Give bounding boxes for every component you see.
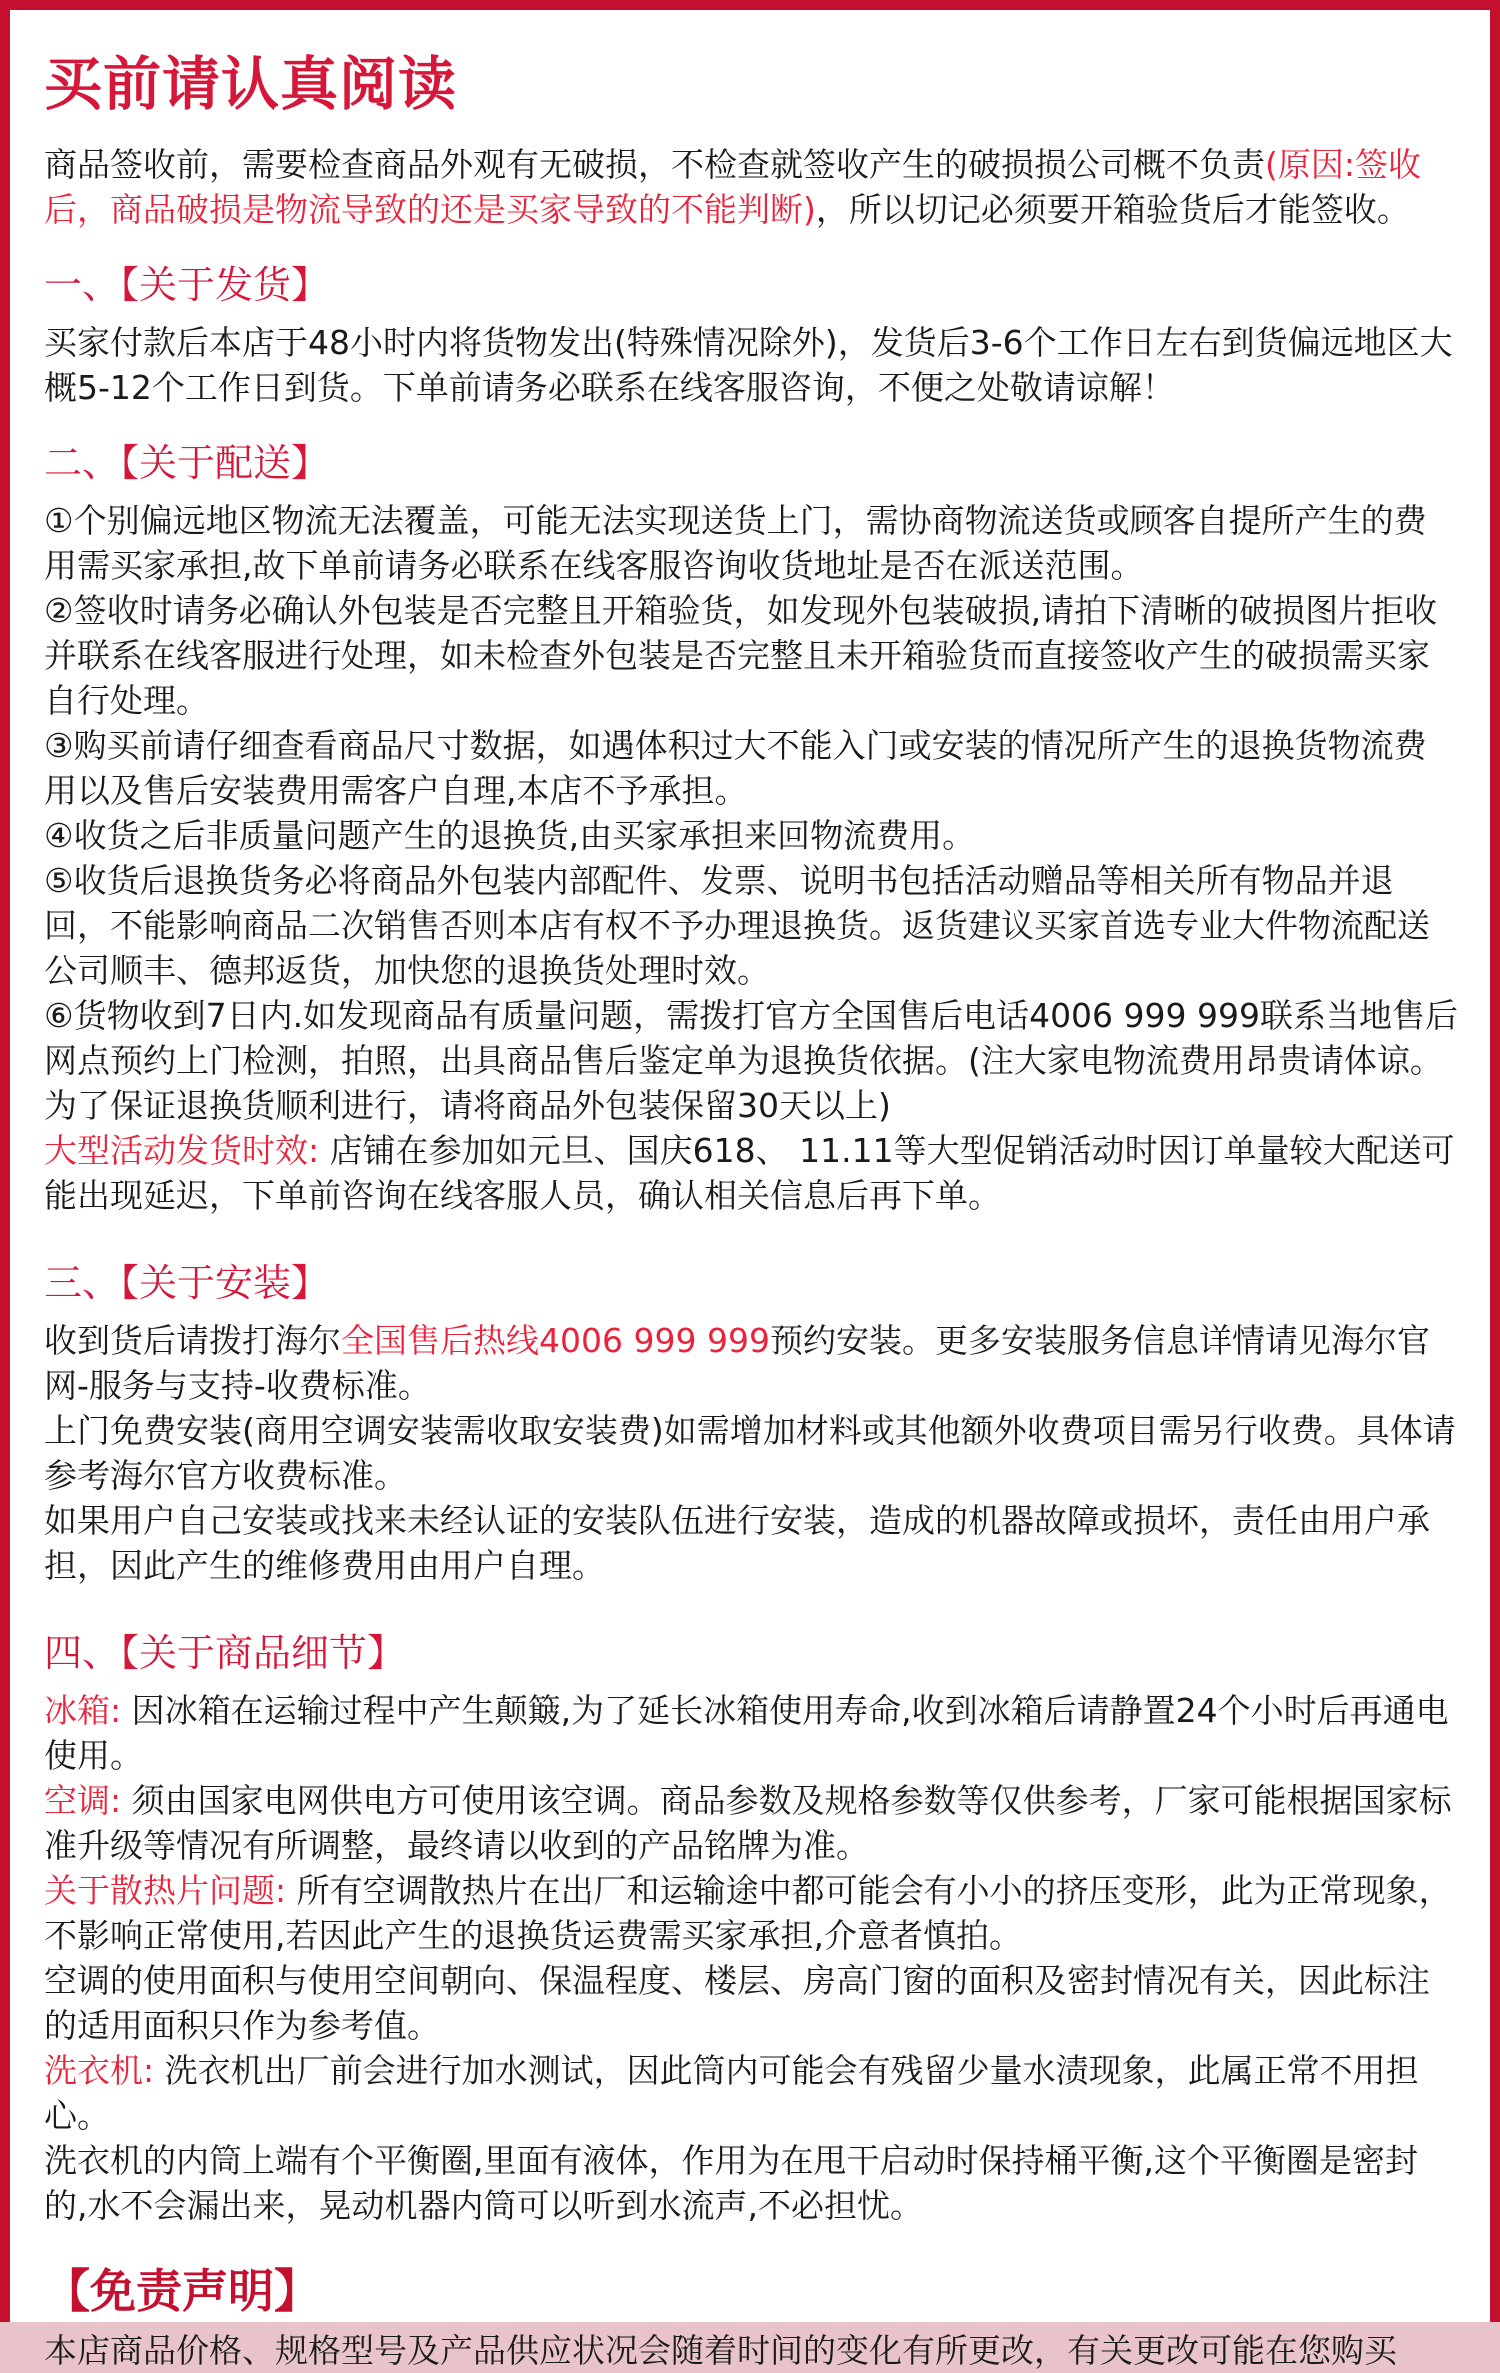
section-heading-details: 四、【关于商品细节】 [44,1631,406,1675]
ac-area-paragraph: 空调的使用面积与使用空间朝向、保温程度、楼层、房高门窗的面积及密封情况有关，因此标注的适用面积只作为参考值。 [44,1961,1430,2045]
ac-label: 空调: [44,1781,122,1820]
fridge-text: 因冰箱在运输过程中产生颠簸,为了延长冰箱使用寿命,收到冰箱后请静置24个小时后再通电使用。 [44,1691,1449,1775]
section-heading-install: 三、【关于安装】 [44,1261,330,1305]
delivery-item-2: ②签收时请务必确认外包装是否完整且开箱验货，如发现外包装破损,请拍下清晰的破损图片拒收并联系在线客服进行处理，如未检查外包装是否完整且未开箱验货而直接签收产生的破损需买家自行处理。 [44,591,1438,720]
delivery-item-3: ③购买前请仔细查看商品尺寸数据，如遇体积过大不能入门或安装的情况所产生的退换货物流费用以及售后安装费用需客户自理,本店不予承担。 [44,726,1427,810]
ac-text: 须由国家电网供电方可使用该空调。商品参数及规格参数等仅供参考，厂家可能根据国家标准升级等情况有所调整，最终请以收到的产品铭牌为准。 [44,1781,1452,1865]
washer-label: 洗衣机: [44,2051,155,2090]
page-title: 买前请认真阅读 [44,50,458,118]
install-p1-post: 预约安装。更多安装服务信息详情请见海尔官网-服务与支持-收费标准。 [44,1321,1430,1405]
intro-text: 商品签收前，需要检查商品外观有无破损，不检查就签收产生的破损损公司概不负责 [44,145,1265,184]
install-paragraph-2: 上门免费安装(商用空调安装需收取安装费)如需增加材料或其他额外收费项目需另行收费。具体请参考海尔官方收费标准。 [44,1411,1456,1495]
washer-text: 洗衣机出厂前会进行加水测试，因此筒内可能会有残留少量水渍现象，此属正常不用担心。 [44,2051,1419,2135]
install-paragraph-3: 如果用户自己安装或找来未经认证的安装队伍进行安装，造成的机器故障或损坏，责任由用户承担，因此产生的维修费用由用户自理。 [44,1501,1430,1585]
heatsink-label: 关于散热片问题: [44,1871,287,1910]
intro-paragraph [44,142,1458,232]
promo-text: 店铺在参加如元旦、国庆618、 11.11等大型促销活动时因订单量较大配送可能出现延迟，下单前咨询在线客服人员，确认相关信息后再下单。 [44,1131,1455,1215]
notice-content [10,10,1490,2373]
install-hotline: 全国售后热线4006 999 999 [341,1321,770,1360]
disclaimer-heading: 【免责声明】 [44,2264,320,2318]
section-heading-shipping: 一、【关于发货】 [44,263,330,307]
washer-ring-paragraph: 洗衣机的内筒上端有个平衡圈,里面有液体，作用为在甩干启动时保持桶平衡,这个平衡圈是密封的,水不会漏出来，晃动机器内筒可以听到水流声,不必担忧。 [44,2141,1418,2225]
fridge-paragraph [44,1688,1458,1778]
heatsink-text: 所有空调散热片在出厂和运输途中都可能会有小小的挤压变形，此为正常现象，不影响正常使用,若因此产生的退换货运费需买家承担,介意者慎拍。 [44,1871,1452,1955]
intro-tail: ，所以切记必须要开箱验货后才能签收。 [815,190,1410,229]
delivery-item-4: ④收货之后非质量问题产生的退换货,由买家承担来回物流费用。 [44,816,976,855]
delivery-item-5: ⑤收货后退换货务必将商品外包装内部配件、发票、说明书包括活动赠品等相关所有物品并退回，不能影响商品二次销售否则本店有权不予办理退换货。返货建议买家首选专业大件物流配送公司顺丰、德邦返货，加快您的退换货处理时效。 [44,861,1430,990]
install-paragraph-1 [44,1318,1458,1408]
ac-paragraph [44,1778,1458,1868]
delivery-item-1: ①个别偏远地区物流无法覆盖，可能无法实现送货上门，需协商物流送货或顾客自提所产生的费用需买家承担,故下单前请务必联系在线客服咨询收货地址是否在派送范围。 [44,501,1427,585]
install-p1-pre: 收到货后请拨打海尔 [44,1321,341,1360]
disclaimer-text: 本店商品价格、规格型号及产品供应状况会随着时间的变化有所更改，有关更改可能在您购买 [44,2331,1397,2370]
shipping-text: 买家付款后本店于48小时内将货物发出(特殊情况除外)，发货后3-6个工作日左右到货偏远地区大概5-12个工作日到货。下单前请务必联系在线客服咨询，不便之处敬请谅解！ [44,323,1453,407]
intro-highlight: (原因:签收后，商品破损是物流导致的还是买家导致的不能判断) [44,145,1421,229]
heatsink-paragraph [44,1868,1458,1958]
delivery-item-6: ⑥货物收到7日内.如发现商品有质量问题，需拨打官方全国售后电话4006 999 999联系当地售后网点预约上门检测，拍照，出具商品售后鉴定单为退换货依据。(注大家电物流费用昂贵请体谅。为了保证退换货顺利进行，请将商品外包装保留30天以上) [44,996,1459,1125]
promo-label: 大型活动发货时效: [44,1131,320,1170]
promo-paragraph [44,1128,1458,1218]
fridge-label: 冰箱: [44,1691,122,1730]
washer-paragraph [44,2048,1458,2138]
section-heading-delivery: 二、【关于配送】 [44,441,330,485]
